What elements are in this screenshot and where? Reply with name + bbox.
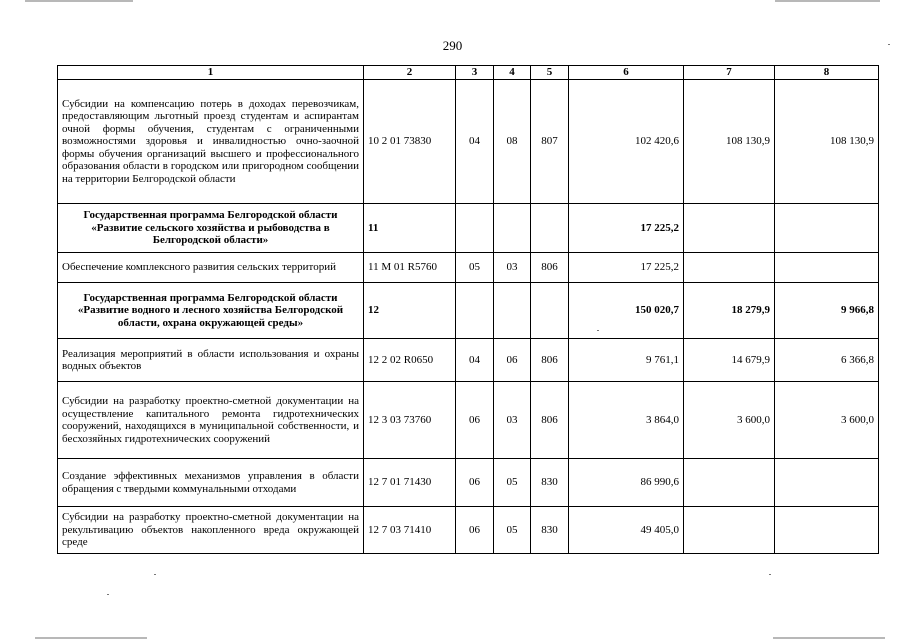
row-code: 10 2 01 73830 <box>364 80 456 204</box>
row-value-7 <box>684 204 775 253</box>
row-name: Государственная программа Белгородской области «Развитие водного и лесного хозяйства Белгородской области, охрана окружающей среды» <box>58 283 364 339</box>
row-name: Создание эффективных механизмов управления в области обращения с твердыми коммунальными отходами <box>58 459 364 507</box>
row-subsection: 03 <box>494 382 531 459</box>
row-value-6: 102 420,6 <box>569 80 684 204</box>
row-subsection <box>494 283 531 339</box>
row-value-8: 3 600,0 <box>775 382 879 459</box>
table-row <box>58 382 879 459</box>
row-value-7: 14 679,9 <box>684 339 775 382</box>
row-code: 12 7 03 71410 <box>364 507 456 554</box>
row-subsection: 06 <box>494 339 531 382</box>
row-name: Обеспечение комплексного развития сельских территорий <box>58 253 364 283</box>
row-expense-type: 830 <box>531 507 569 554</box>
row-code: 12 3 03 73760 <box>364 382 456 459</box>
row-subsection: 08 <box>494 80 531 204</box>
table-header-row <box>58 66 879 80</box>
row-section: 04 <box>456 80 494 204</box>
row-value-6: 17 225,2 <box>569 204 684 253</box>
budget-table <box>57 65 879 554</box>
row-code: 11 <box>364 204 456 253</box>
row-value-8 <box>775 253 879 283</box>
scan-edge-line <box>775 0 880 2</box>
row-value-8: 108 130,9 <box>775 80 879 204</box>
row-value-8 <box>775 204 879 253</box>
row-expense-type: 806 <box>531 339 569 382</box>
scan-edge-line <box>773 637 885 639</box>
row-expense-type: 806 <box>531 382 569 459</box>
scan-speck <box>769 574 771 575</box>
row-subsection: 03 <box>494 253 531 283</box>
row-expense-type <box>531 204 569 253</box>
row-section: 04 <box>456 339 494 382</box>
row-expense-type: 806 <box>531 253 569 283</box>
column-header: 5 <box>531 66 569 80</box>
row-name: Реализация мероприятий в области использования и охраны водных объектов <box>58 339 364 382</box>
row-value-6: 9 761,1 <box>569 339 684 382</box>
row-expense-type: 807 <box>531 80 569 204</box>
column-header: 8 <box>775 66 879 80</box>
row-value-6: 17 225,2 <box>569 253 684 283</box>
scan-speck <box>154 574 156 575</box>
scan-edge-line <box>35 637 147 639</box>
row-section <box>456 283 494 339</box>
row-code: 11 М 01 R5760 <box>364 253 456 283</box>
row-section: 05 <box>456 253 494 283</box>
row-value-7 <box>684 507 775 554</box>
row-value-6: 150 020,7 <box>569 283 684 339</box>
table-row-program <box>58 283 879 339</box>
row-value-7: 3 600,0 <box>684 382 775 459</box>
column-header: 1 <box>58 66 364 80</box>
table-row <box>58 253 879 283</box>
row-section <box>456 204 494 253</box>
row-code: 12 7 01 71430 <box>364 459 456 507</box>
column-header: 3 <box>456 66 494 80</box>
table-row <box>58 459 879 507</box>
scan-edge-line <box>25 0 133 2</box>
row-code: 12 <box>364 283 456 339</box>
column-header: 4 <box>494 66 531 80</box>
scan-speck <box>107 594 109 595</box>
table-row-program <box>58 204 879 253</box>
row-name: Субсидии на разработку проектно-сметной документации на рекультивацию объектов накопленного вреда окружающей среде <box>58 507 364 554</box>
row-value-8 <box>775 507 879 554</box>
column-header: 7 <box>684 66 775 80</box>
row-name: Субсидии на компенсацию потерь в доходах перевозчикам, предоставляющим льготный проезд студентам и аспирантам очной формы обучения, студентам с ограниченными возможностями здоровья и инвалидностью очно-заочной формы обучения организаций высшего и профессионального образования области в городском или пригородном сообщении на территории Белгородской области <box>58 80 364 204</box>
row-value-7 <box>684 253 775 283</box>
row-value-6: 3 864,0 <box>569 382 684 459</box>
row-expense-type: 830 <box>531 459 569 507</box>
table-row <box>58 80 879 204</box>
table-row <box>58 507 879 554</box>
row-section: 06 <box>456 507 494 554</box>
row-name: Субсидии на разработку проектно-сметной документации на осуществление капитального ремонта гидротехнических сооружений, находящихся в муниципальной собственности, и бесхозяйных гидротехнических сооружений <box>58 382 364 459</box>
row-value-8 <box>775 459 879 507</box>
page-number: 290 <box>442 38 463 53</box>
row-section: 06 <box>456 382 494 459</box>
row-value-6: 86 990,6 <box>569 459 684 507</box>
row-section: 06 <box>456 459 494 507</box>
row-value-6: 49 405,0 <box>569 507 684 554</box>
row-subsection: 05 <box>494 507 531 554</box>
row-value-7: 108 130,9 <box>684 80 775 204</box>
row-value-8: 9 966,8 <box>775 283 879 339</box>
row-value-8: 6 366,8 <box>775 339 879 382</box>
scan-speck <box>597 330 599 331</box>
table-row <box>58 339 879 382</box>
row-value-7 <box>684 459 775 507</box>
row-subsection <box>494 204 531 253</box>
row-code: 12 2 02 R0650 <box>364 339 456 382</box>
row-value-7: 18 279,9 <box>684 283 775 339</box>
scan-speck <box>888 44 890 45</box>
row-subsection: 05 <box>494 459 531 507</box>
column-header: 2 <box>364 66 456 80</box>
column-header: 6 <box>569 66 684 80</box>
row-name: Государственная программа Белгородской области «Развитие сельского хозяйства и рыбоводства в Белгородской области» <box>58 204 364 253</box>
row-expense-type <box>531 283 569 339</box>
